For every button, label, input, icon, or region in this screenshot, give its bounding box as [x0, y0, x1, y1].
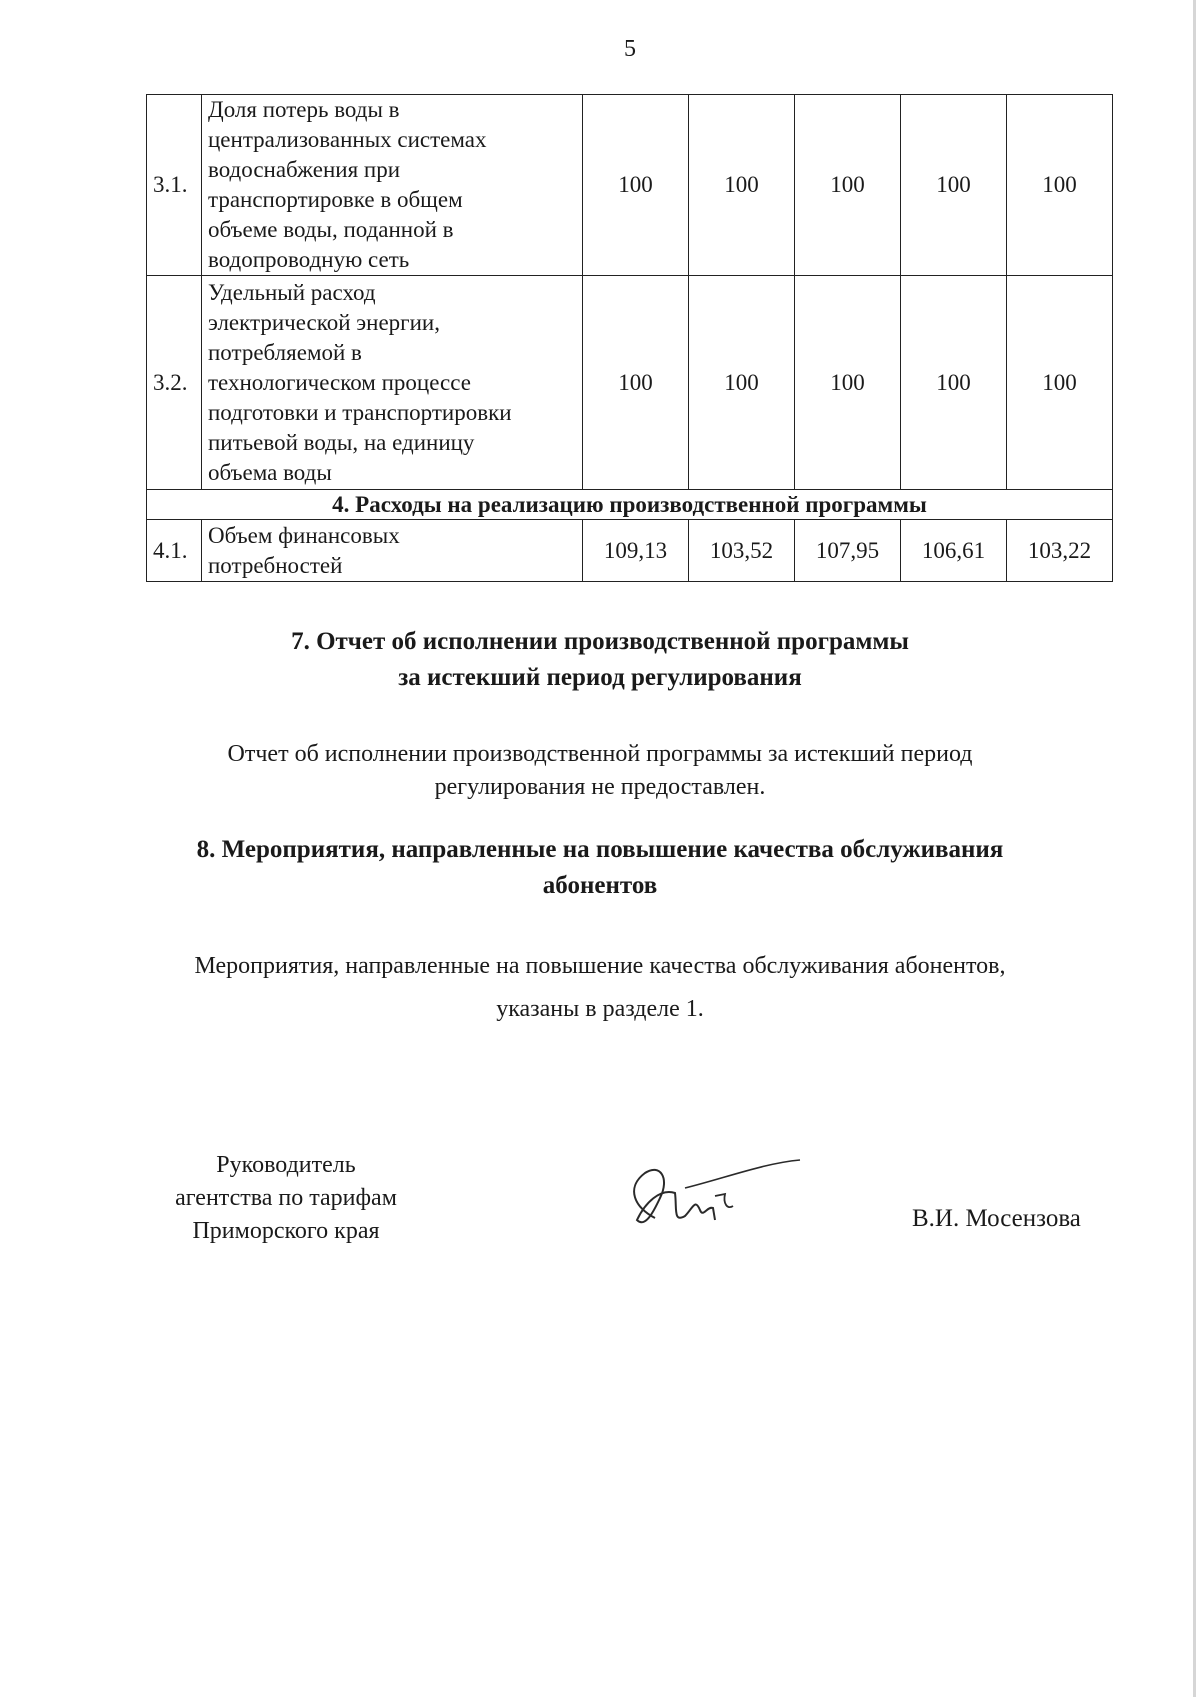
value-cell: 103,52 [689, 520, 795, 582]
title-line: Приморского края [192, 1218, 380, 1244]
value-cell: 100 [795, 95, 901, 276]
title-line: агентства по тарифам [175, 1185, 397, 1211]
row-number: 4.1. [147, 520, 202, 582]
indicator-name [202, 520, 583, 582]
indicator-name-line: водопроводную сеть [208, 247, 410, 272]
section-title: 4. Расходы на реализацию производственной программы [147, 490, 1113, 520]
heading-line: 8. Мероприятия, направленные на повышение качества обслуживания [196, 836, 1004, 863]
value-cell: 100 [795, 276, 901, 490]
indicator-name-line: объеме воды, поданной в [208, 217, 454, 242]
value-cell: 109,13 [583, 520, 689, 582]
row-number: 3.1. [147, 95, 202, 276]
table-row [147, 276, 1113, 490]
handwritten-signature [615, 1148, 805, 1238]
value-cell: 100 [901, 276, 1007, 490]
indicator-name-line: централизованных системах [208, 127, 487, 152]
indicators-table [146, 94, 1113, 582]
row-number: 3.2. [147, 276, 202, 490]
section-8-heading [0, 832, 1200, 904]
signatory-title [136, 1149, 436, 1248]
text-line: Мероприятия, направленные на повышение качества обслуживания абонентов, [194, 953, 1006, 979]
text-line: Отчет об исполнении производственной программы за истекший период [227, 741, 973, 767]
indicator-name-line: питьевой воды, на единицу [208, 429, 475, 455]
value-cell: 103,22 [1007, 520, 1113, 582]
indicator-name-line: подготовки и транспортировки [208, 399, 512, 425]
value-cell: 100 [901, 95, 1007, 276]
value-cell: 100 [689, 95, 795, 276]
indicator-name-line: потребностей [208, 552, 343, 578]
section-7-heading [0, 624, 1200, 696]
text-line: указаны в разделе 1. [496, 996, 704, 1022]
value-cell: 107,95 [795, 520, 901, 582]
section-8-text [0, 950, 1200, 1026]
indicator-name-line: потребляемой в [208, 339, 362, 365]
value-cell: 100 [1007, 276, 1113, 490]
indicator-name-line: объема воды [208, 459, 332, 485]
indicator-name-line: транспортировке в общем [208, 187, 463, 212]
indicator-name [202, 276, 583, 490]
table-section-row [147, 490, 1113, 520]
indicator-name-line: Удельный расход [208, 279, 376, 305]
value-cell: 100 [583, 276, 689, 490]
value-cell: 100 [689, 276, 795, 490]
heading-line: за истекший период регулирования [398, 664, 802, 691]
section-7-text [0, 738, 1200, 804]
signatory-name: В.И. Мосензова [912, 1205, 1081, 1232]
indicator-name-line: водоснабжения при [208, 157, 401, 182]
text-line: регулирования не предоставлен. [434, 774, 766, 800]
indicator-name [202, 95, 583, 276]
title-line: Руководитель [216, 1152, 356, 1178]
indicator-name-line: электрической энергии, [208, 309, 440, 335]
table-row [147, 95, 1113, 276]
heading-line: абонентов [542, 872, 658, 899]
table-row [147, 520, 1113, 582]
indicator-name-line: технологическом процессе [208, 369, 471, 395]
indicator-name-line: Доля потерь воды в [208, 97, 400, 122]
heading-line: 7. Отчет об исполнении производственной программы [291, 628, 909, 655]
value-cell: 100 [1007, 95, 1113, 276]
page-number: 5 [624, 36, 636, 62]
indicator-name-line: Объем финансовых [208, 522, 400, 548]
value-cell: 106,61 [901, 520, 1007, 582]
value-cell: 100 [583, 95, 689, 276]
